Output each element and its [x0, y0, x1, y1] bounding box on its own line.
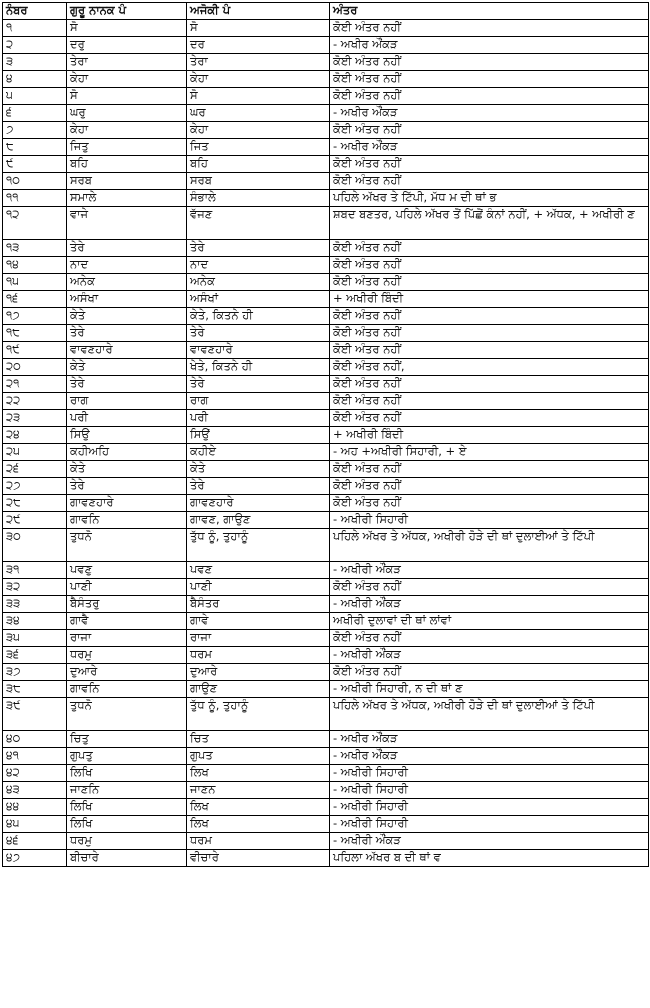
table-row [3, 376, 649, 393]
cell-guru-nanak-form: ਜਿਤੁ [67, 139, 187, 156]
table-row [3, 799, 649, 816]
cell-modern-form: ਵੀਚਾਰੇ [187, 850, 330, 867]
cell-number: ੪੧ [3, 748, 67, 765]
cell-number: ੩੨ [3, 579, 67, 596]
cell-difference: - ਅਖੀਰੀ ਸਿਹਾਰੀ [330, 799, 649, 816]
cell-modern-form: ਧਰਮ [187, 647, 330, 664]
cell-difference: ਕੋਈ ਅੰਤਰ ਨਹੀਂ [330, 478, 649, 495]
cell-guru-nanak-form: ਪਾਣੀ [67, 579, 187, 596]
header-modern-form: ਅਜੋਕੀ ਪੰ [187, 3, 330, 20]
cell-modern-form: ਕੇਹਾ [187, 71, 330, 88]
table-row [3, 37, 649, 54]
cell-difference: ਸ਼ਬਦ ਬਣਤਰ, ਪਹਿਲੇ ਅੱਖਰ ਤੋਂ ਪਿੱਛੋਂ ਕੰਨਾਂ ਨਹੀਂ, + ਅੱਧਕ, + ਅਖੀਰੀ ਣ [330, 207, 649, 240]
cell-guru-nanak-form: ਰਾਗ [67, 393, 187, 410]
cell-difference: ਪਹਿਲੇ ਅੱਖਰ ਤੇ ਅੱਧਕ, ਅਖੀਰੀ ਹੋੜੇ ਦੀ ਥਾਂ ਦੁਲਾਈਆਂ ਤੇ ਟਿੱਪੀ [330, 529, 649, 562]
cell-guru-nanak-form: ਤੇਰੇ [67, 325, 187, 342]
cell-difference: ਕੋਈ ਅੰਤਰ ਨਹੀਂ [330, 393, 649, 410]
cell-number: ੧੮ [3, 325, 67, 342]
table-row [3, 359, 649, 376]
cell-guru-nanak-form: ਕੇਹਾ [67, 122, 187, 139]
cell-number: ੩੪ [3, 613, 67, 630]
cell-number: ੪੫ [3, 816, 67, 833]
cell-modern-form: ਵੱਜਣ [187, 207, 330, 240]
cell-guru-nanak-form: ਗਾਵਣਹਾਰੇ [67, 495, 187, 512]
cell-number: ੪੦ [3, 731, 67, 748]
table-row [3, 782, 649, 799]
cell-difference: - ਅਖੀਰੀ ਸਿਹਾਰੀ, ਨ ਦੀ ਥਾਂ ਣ [330, 681, 649, 698]
table-row [3, 833, 649, 850]
table-row [3, 393, 649, 410]
cell-difference: - ਅਖੀਰ ਔਂਕੜ [330, 139, 649, 156]
cell-difference: ਕੋਈ ਅੰਤਰ ਨਹੀਂ [330, 240, 649, 257]
cell-guru-nanak-form: ਅਸੰਖਾ [67, 291, 187, 308]
header-number: ਨੰਬਰ [3, 3, 67, 20]
table-row [3, 444, 649, 461]
cell-guru-nanak-form: ਪਵਣੁ [67, 562, 187, 579]
table-row [3, 190, 649, 207]
cell-modern-form: ਲਿਖ [187, 816, 330, 833]
cell-guru-nanak-form: ਵਾਵਣਹਾਰੇ [67, 342, 187, 359]
cell-modern-form: ਸਰਬ [187, 173, 330, 190]
table-row [3, 495, 649, 512]
cell-number: ੩੮ [3, 681, 67, 698]
cell-modern-form: ਕੇਤੇ, ਕਿਤਨੇ ਹੀ [187, 308, 330, 325]
table-row [3, 257, 649, 274]
table-row [3, 156, 649, 173]
cell-number: ੩੬ [3, 647, 67, 664]
cell-difference: - ਅਖੀਰੀ ਔਂਕੜ [330, 562, 649, 579]
table-row [3, 562, 649, 579]
cell-number: ੪੨ [3, 765, 67, 782]
cell-modern-form: ਗੁਪਤ [187, 748, 330, 765]
header-row [3, 3, 649, 20]
cell-difference: + ਅਖੀਰੀ ਬਿੰਦੀ [330, 427, 649, 444]
cell-modern-form: ਰਾਜਾ [187, 630, 330, 647]
cell-number: ੩੩ [3, 596, 67, 613]
cell-modern-form: ਵਾਵਣਹਾਰੇ [187, 342, 330, 359]
table-row [3, 308, 649, 325]
cell-guru-nanak-form: ਕੇਤੇ [67, 359, 187, 376]
cell-modern-form: ਸਿਉਂ [187, 427, 330, 444]
table-row [3, 529, 649, 562]
cell-guru-nanak-form: ਤੇਰੇ [67, 478, 187, 495]
cell-number: ੧ [3, 20, 67, 37]
cell-modern-form: ਲਿਖ [187, 765, 330, 782]
cell-guru-nanak-form: ਗਾਵਨਿ [67, 681, 187, 698]
cell-guru-nanak-form: ਨਾਦ [67, 257, 187, 274]
cell-modern-form: ਤੁੱਧ ਨੂੰ, ਤੁਹਾਨੂੰ [187, 698, 330, 731]
cell-guru-nanak-form: ਰਾਜਾ [67, 630, 187, 647]
cell-difference: ਕੋਈ ਅੰਤਰ ਨਹੀਂ [330, 461, 649, 478]
cell-difference: - ਅਖੀਰੀ ਔਂਕੜ [330, 647, 649, 664]
cell-number: ੨ [3, 37, 67, 54]
cell-guru-nanak-form: ਵਾਜੇ [67, 207, 187, 240]
table-row [3, 596, 649, 613]
cell-modern-form: ਚਿਤ [187, 731, 330, 748]
cell-difference: ਕੋਈ ਅੰਤਰ ਨਹੀਂ [330, 664, 649, 681]
cell-number: ੨੨ [3, 393, 67, 410]
cell-difference: ਪਹਿਲਾ ਅੱਖਰ ਬ ਦੀ ਥਾਂ ਵ [330, 850, 649, 867]
cell-number: ੨੬ [3, 461, 67, 478]
cell-difference: ਪਹਿਲੇ ਅੱਖਰ ਤੇ ਅੱਧਕ, ਅਖੀਰੀ ਹੋੜੇ ਦੀ ਥਾਂ ਦੁਲਾਈਆਂ ਤੇ ਟਿੱਪੀ [330, 698, 649, 731]
table-row [3, 461, 649, 478]
cell-difference: - ਅਖੀਰ ਔਂਕੜ [330, 731, 649, 748]
table-row [3, 681, 649, 698]
cell-guru-nanak-form: ਕਹੀਅਹਿ [67, 444, 187, 461]
cell-guru-nanak-form: ਕੇਤੇ [67, 461, 187, 478]
cell-modern-form: ਗਾਵਣਹਾਰੇ [187, 495, 330, 512]
cell-number: ੭ [3, 122, 67, 139]
cell-guru-nanak-form: ਚਿਤੁ [67, 731, 187, 748]
cell-guru-nanak-form: ਸਰਬ [67, 173, 187, 190]
table-row [3, 816, 649, 833]
cell-guru-nanak-form: ਤੇਰੇ [67, 376, 187, 393]
cell-number: ੧੪ [3, 257, 67, 274]
cell-guru-nanak-form: ਦਰੁ [67, 37, 187, 54]
cell-difference: - ਅਖੀਰੀ ਸਿਹਾਰੀ [330, 765, 649, 782]
cell-difference: - ਅਖੀਰੀ ਔਂਕੜ [330, 833, 649, 850]
cell-number: ੯ [3, 156, 67, 173]
cell-difference: ਕੋਈ ਅੰਤਰ ਨਹੀਂ [330, 410, 649, 427]
table-row [3, 478, 649, 495]
cell-guru-nanak-form: ਲਿਖਿ [67, 799, 187, 816]
table-row [3, 20, 649, 37]
cell-modern-form: ਅਸੰਖਾਂ [187, 291, 330, 308]
cell-guru-nanak-form: ਬੀਚਾਰੇ [67, 850, 187, 867]
cell-difference: - ਅਖੀਰੀ ਸਿਹਾਰੀ [330, 816, 649, 833]
cell-guru-nanak-form: ਸਿਉ [67, 427, 187, 444]
table-row [3, 342, 649, 359]
cell-guru-nanak-form: ਸੋ [67, 88, 187, 105]
cell-modern-form: ਘਰ [187, 105, 330, 122]
cell-difference: - ਅਖੀਰੀ ਸਿਹਾਰੀ [330, 782, 649, 799]
cell-modern-form: ਧਰਮ [187, 833, 330, 850]
cell-number: ੩੧ [3, 562, 67, 579]
cell-difference: ਕੋਈ ਅੰਤਰ ਨਹੀਂ [330, 88, 649, 105]
cell-number: ੮ [3, 139, 67, 156]
cell-difference: - ਅਖੀਰ ਔਂਕੜ [330, 748, 649, 765]
cell-difference: - ਅਹ +ਅਖੀਰੀ ਸਿਹਾਰੀ, + ਏ [330, 444, 649, 461]
cell-number: ੩੯ [3, 698, 67, 731]
cell-modern-form: ਬਹਿ [187, 156, 330, 173]
cell-guru-nanak-form: ਘਰੁ [67, 105, 187, 122]
cell-guru-nanak-form: ਕੇਹਾ [67, 71, 187, 88]
cell-difference: ਕੋਈ ਅੰਤਰ ਨਹੀਂ [330, 156, 649, 173]
cell-difference: ਕੋਈ ਅੰਤਰ ਨਹੀਂ [330, 495, 649, 512]
cell-number: ੩ [3, 54, 67, 71]
cell-difference: ਕੋਈ ਅੰਤਰ ਨਹੀਂ [330, 376, 649, 393]
cell-number: ੨੭ [3, 478, 67, 495]
cell-modern-form: ਜਾਣਨ [187, 782, 330, 799]
cell-difference: - ਅਖੀਰੀ ਸਿਹਾਰੀ [330, 512, 649, 529]
cell-guru-nanak-form: ਬੈਸੰਤਰੁ [67, 596, 187, 613]
table-row [3, 850, 649, 867]
table-row [3, 139, 649, 156]
cell-number: ੧੧ [3, 190, 67, 207]
table-row [3, 71, 649, 88]
cell-modern-form: ਤੇਰੇ [187, 240, 330, 257]
cell-number: ੨੦ [3, 359, 67, 376]
table-row [3, 579, 649, 596]
cell-difference: - ਅਖੀਰ ਔਂਕੜ [330, 37, 649, 54]
cell-guru-nanak-form: ਕੇਤੇ [67, 308, 187, 325]
table-row [3, 291, 649, 308]
cell-guru-nanak-form: ਅਨੇਕ [67, 274, 187, 291]
cell-difference: ਪਹਿਲੇ ਅੱਖਰ ਤੇ ਟਿੱਪੀ, ਮੱਧ ਮ ਦੀ ਥਾਂ ਭ [330, 190, 649, 207]
cell-modern-form: ਤੇਰੇ [187, 325, 330, 342]
cell-modern-form: ਤੇਰਾ [187, 54, 330, 71]
cell-number: ੧੨ [3, 207, 67, 240]
cell-number: ੨੫ [3, 444, 67, 461]
cell-modern-form: ਗਾਵਣ, ਗਾਉਣ [187, 512, 330, 529]
cell-modern-form: ਦਰ [187, 37, 330, 54]
table-row [3, 240, 649, 257]
table-row [3, 630, 649, 647]
table-row [3, 731, 649, 748]
cell-number: ੪੬ [3, 833, 67, 850]
cell-number: ੧੬ [3, 291, 67, 308]
cell-number: ੪੭ [3, 850, 67, 867]
cell-guru-nanak-form: ਦੁਆਰੇ [67, 664, 187, 681]
cell-difference: ਕੋਈ ਅੰਤਰ ਨਹੀਂ [330, 257, 649, 274]
cell-difference: ਕੋਈ ਅੰਤਰ ਨਹੀਂ [330, 54, 649, 71]
table-row [3, 765, 649, 782]
cell-difference: ਕੋਈ ਅੰਤਰ ਨਹੀਂ [330, 71, 649, 88]
table-row [3, 325, 649, 342]
cell-modern-form: ਦੁਆਰੇ [187, 664, 330, 681]
cell-modern-form: ਪਰੀ [187, 410, 330, 427]
cell-guru-nanak-form: ਲਿਖਿ [67, 816, 187, 833]
cell-guru-nanak-form: ਤੇਰੇ [67, 240, 187, 257]
cell-modern-form: ਲਿਖ [187, 799, 330, 816]
table-row [3, 122, 649, 139]
table-row [3, 698, 649, 731]
cell-modern-form: ਤੇਰੇ [187, 376, 330, 393]
cell-guru-nanak-form: ਪਰੀ [67, 410, 187, 427]
cell-modern-form: ਪਵਣ [187, 562, 330, 579]
cell-difference: ਕੋਈ ਅੰਤਰ ਨਹੀਂ [330, 325, 649, 342]
cell-modern-form: ਤੁੱਧ ਨੂੰ, ਤੁਹਾਨੂੰ [187, 529, 330, 562]
table-row [3, 54, 649, 71]
cell-guru-nanak-form: ਤੇਰਾ [67, 54, 187, 71]
cell-difference: - ਅਖੀਰ ਔਂਕੜ [330, 105, 649, 122]
cell-guru-nanak-form: ਸੋ [67, 20, 187, 37]
cell-difference: ਕੋਈ ਅੰਤਰ ਨਹੀਂ [330, 20, 649, 37]
cell-modern-form: ਗਾਵੇ [187, 613, 330, 630]
table-row [3, 410, 649, 427]
cell-modern-form: ਖੇਤੇ, ਕਿਤਨੇ ਹੀ [187, 359, 330, 376]
cell-modern-form: ਗਾਉਣ [187, 681, 330, 698]
table-row [3, 664, 649, 681]
cell-difference: ਕੋਈ ਅੰਤਰ ਨਹੀਂ, [330, 359, 649, 376]
cell-guru-nanak-form: ਲਿਖਿ [67, 765, 187, 782]
cell-modern-form: ਜਿਤ [187, 139, 330, 156]
cell-modern-form: ਸੋ [187, 20, 330, 37]
comparison-table [2, 2, 649, 867]
cell-number: ੨੩ [3, 410, 67, 427]
cell-difference: ਕੋਈ ਅੰਤਰ ਨਹੀਂ [330, 122, 649, 139]
cell-number: ੨੧ [3, 376, 67, 393]
cell-guru-nanak-form: ਤੁਧਨੋ [67, 698, 187, 731]
cell-number: ੪੩ [3, 782, 67, 799]
cell-number: ੧੩ [3, 240, 67, 257]
table-row [3, 647, 649, 664]
table-body [3, 20, 649, 867]
cell-guru-nanak-form: ਜਾਣਨਿ [67, 782, 187, 799]
cell-guru-nanak-form: ਤੁਧਨੋ [67, 529, 187, 562]
table-row [3, 173, 649, 190]
cell-number: ੪ [3, 71, 67, 88]
cell-modern-form: ਨਾਦ [187, 257, 330, 274]
cell-number: ੬ [3, 105, 67, 122]
cell-modern-form: ਰਾਗ [187, 393, 330, 410]
cell-difference: ਕੋਈ ਅੰਤਰ ਨਹੀਂ [330, 630, 649, 647]
header-guru-nanak-form: ਗੁਰੂ ਨਾਨਕ ਪੰ [67, 3, 187, 20]
cell-modern-form: ਤੇਰੇ [187, 478, 330, 495]
cell-modern-form: ਸੋ [187, 88, 330, 105]
cell-number: ੧੫ [3, 274, 67, 291]
cell-number: ੫ [3, 88, 67, 105]
cell-difference: ਕੋਈ ਅੰਤਰ ਨਹੀਂ [330, 274, 649, 291]
header-difference: ਅੰਤਰ [330, 3, 649, 20]
table-row [3, 105, 649, 122]
cell-number: ੪੪ [3, 799, 67, 816]
cell-modern-form: ਕੇਤੇ [187, 461, 330, 478]
cell-difference: + ਅਖੀਰੀ ਬਿੰਦੀ [330, 291, 649, 308]
table-row [3, 427, 649, 444]
cell-number: ੩੦ [3, 529, 67, 562]
cell-number: ੨੯ [3, 512, 67, 529]
table-row [3, 88, 649, 105]
cell-modern-form: ਸੰਭਾਲੇ [187, 190, 330, 207]
cell-number: ੩੫ [3, 630, 67, 647]
cell-guru-nanak-form: ਧਰਮੁ [67, 647, 187, 664]
cell-guru-nanak-form: ਧਰਮੁ [67, 833, 187, 850]
cell-difference: ਕੋਈ ਅੰਤਰ ਨਹੀਂ [330, 173, 649, 190]
cell-number: ੧੯ [3, 342, 67, 359]
cell-modern-form: ਕੇਹਾ [187, 122, 330, 139]
cell-guru-nanak-form: ਗਾਵੈ [67, 613, 187, 630]
cell-modern-form: ਬੈਸੰਤਰ [187, 596, 330, 613]
cell-difference: - ਅਖੀਰੀ ਔਂਕੜ [330, 596, 649, 613]
table-row [3, 512, 649, 529]
cell-difference: ਕੋਈ ਅੰਤਰ ਨਹੀਂ [330, 308, 649, 325]
cell-guru-nanak-form: ਬਹਿ [67, 156, 187, 173]
cell-guru-nanak-form: ਗਾਵਨਿ [67, 512, 187, 529]
cell-modern-form: ਪਾਣੀ [187, 579, 330, 596]
cell-difference: ਅਖੀਰੀ ਦੁਲਾਵਾਂ ਦੀ ਥਾਂ ਲਾਂਵਾਂ [330, 613, 649, 630]
table-row [3, 748, 649, 765]
table-row [3, 207, 649, 240]
cell-number: ੩੭ [3, 664, 67, 681]
cell-number: ੧੭ [3, 308, 67, 325]
cell-difference: ਕੋਈ ਅੰਤਰ ਨਹੀਂ [330, 342, 649, 359]
cell-modern-form: ਕਹੀਏ [187, 444, 330, 461]
cell-modern-form: ਅਨੇਕ [187, 274, 330, 291]
cell-guru-nanak-form: ਸਮਾਲੇ [67, 190, 187, 207]
cell-difference: ਕੋਈ ਅੰਤਰ ਨਹੀਂ [330, 579, 649, 596]
table-row [3, 274, 649, 291]
table-row [3, 613, 649, 630]
cell-number: ੨੪ [3, 427, 67, 444]
cell-guru-nanak-form: ਗੁਪਤੁ [67, 748, 187, 765]
cell-number: ੧੦ [3, 173, 67, 190]
cell-number: ੨੮ [3, 495, 67, 512]
